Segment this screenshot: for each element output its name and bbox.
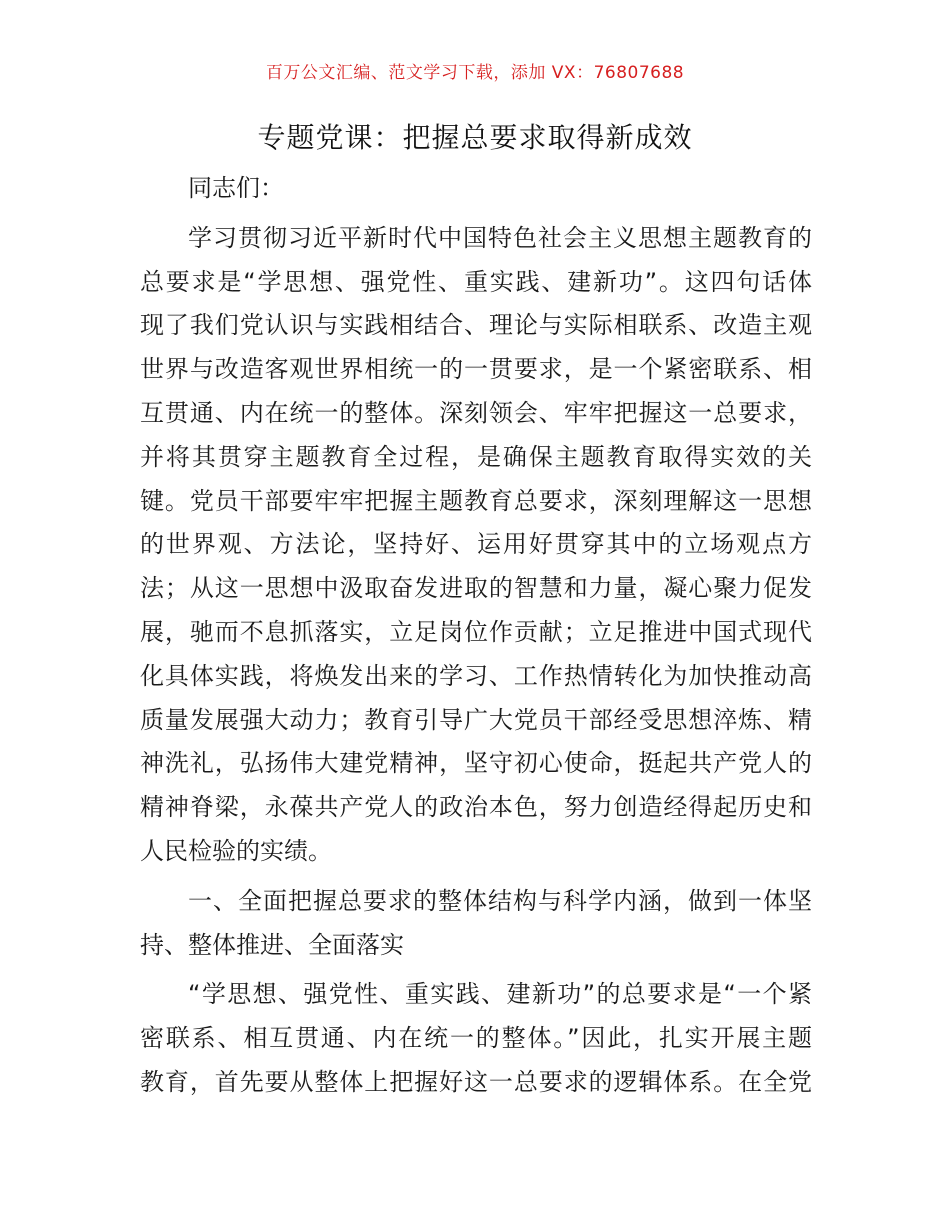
salutation: 同志们： bbox=[188, 174, 284, 202]
paragraph-line: 现了我们党认识与实践相结合、理论与实际相联系、改造主观 bbox=[140, 311, 812, 340]
watermark-banner: 百万公文汇编、范文学习下载，添加 VX：76807688 bbox=[265, 63, 685, 83]
paragraph-line: 教育，首先要从整体上把握好这一总要求的逻辑体系。在全党 bbox=[140, 1067, 812, 1096]
section-heading-1 bbox=[140, 880, 812, 968]
paragraph-line: “学思想、强党性、重实践、建新功”的总要求是“一个紧 bbox=[188, 980, 812, 1009]
paragraph-line: 并将其贯穿主题教育全过程，是确保主题教育取得实效的关 bbox=[140, 442, 812, 471]
paragraph-line: 质量发展强大动力；教育引导广大党员干部经受思想淬炼、精 bbox=[140, 705, 812, 734]
document-body bbox=[140, 167, 812, 1105]
paragraph-line: 神洗礼，弘扬伟大建党精神，坚守初心使命，挺起共产党人的 bbox=[140, 749, 812, 778]
paragraph-line: 展，驰而不息抓落实，立足岗位作贡献；立足推进中国式现代 bbox=[140, 617, 812, 646]
paragraph-line: 的世界观、方法论，坚持好、运用好贯穿其中的立场观点方 bbox=[140, 530, 812, 559]
paragraph-line: 键。党员干部要牢牢把握主题教育总要求，深刻理解这一思想 bbox=[140, 486, 812, 515]
paragraph-1 bbox=[140, 217, 812, 874]
paragraph-line: 法；从这一思想中汲取奋发进取的智慧和力量，凝心聚力促发 bbox=[140, 574, 812, 603]
paragraph-line: 世界与改造客观世界相统一的一贯要求，是一个紧密联系、相 bbox=[140, 355, 812, 384]
paragraph-line: 互贯通、内在统一的整体。深刻领会、牢牢把握这一总要求， bbox=[140, 398, 812, 427]
paragraph-2 bbox=[140, 973, 812, 1104]
heading-line: 一、全面把握总要求的整体结构与科学内涵，做到一体坚 bbox=[188, 886, 812, 915]
paragraph-line: 化具体实践，将焕发出来的学习、工作热情转化为加快推动高 bbox=[140, 661, 812, 690]
paragraph-line: 学习贯彻习近平新时代中国特色社会主义思想主题教育的 bbox=[188, 223, 812, 252]
heading-line: 持、整体推进、全面落实 bbox=[140, 930, 404, 959]
paragraph-line: 总要求是“学思想、强党性、重实践、建新功”。这四句话体 bbox=[140, 267, 812, 296]
paragraph-line: 密联系、相互贯通、内在统一的整体。”因此，扎实开展主题 bbox=[140, 1024, 812, 1053]
page-title: 专题党课：把握总要求取得新成效 bbox=[257, 121, 693, 154]
paragraph-line: 人民检验的实绩。 bbox=[140, 836, 332, 865]
paragraph-line: 精神脊梁，永葆共产党人的政治本色，努力创造经得起历史和 bbox=[140, 793, 812, 822]
